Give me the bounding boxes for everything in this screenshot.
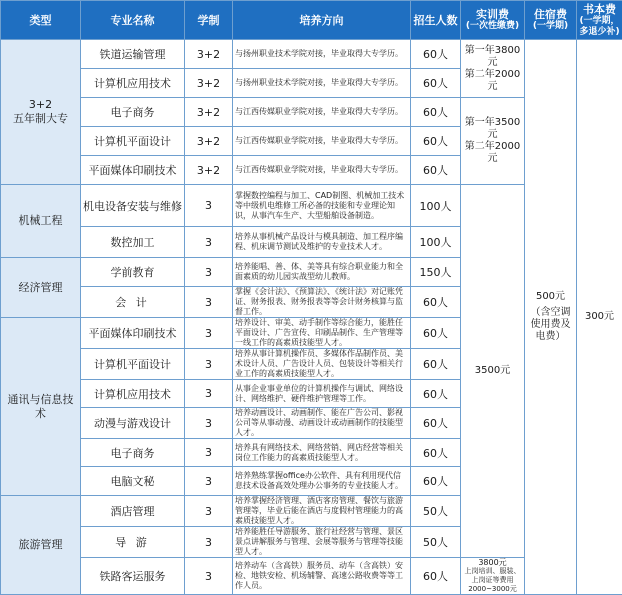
major-name: 平面媒体印刷技术: [81, 156, 185, 185]
years: 3: [185, 496, 233, 527]
direction: 培养熟练掌握office办公软件、具有利用现代信息技术设备高效处理办公事务的专业技能人才。: [233, 467, 411, 496]
direction: 培养掌握经济管理、酒店客房管理、餐饮与旅游管理等，毕业后能在酒店与度假村管理能力的高素质技能型人才。: [233, 496, 411, 527]
enrollment-count: 150人: [411, 258, 461, 287]
years: 3+2: [185, 40, 233, 69]
years: 3: [185, 287, 233, 318]
major-name: 动漫与游戏设计: [81, 408, 185, 439]
category-tourism: 旅游管理: [1, 496, 81, 595]
direction: 与江西传媒职业学院对接，毕业取得大专学历。: [233, 156, 411, 185]
direction: 与江西传媒职业学院对接，毕业取得大专学历。: [233, 98, 411, 127]
years: 3: [185, 227, 233, 258]
direction: 培养设计、审美、动手制作等综合能力，能胜任平面设计、广告宣传、印刷品制作、生产管理等一线工作的高素质技能型人才。: [233, 318, 411, 349]
enrollment-count: 60人: [411, 380, 461, 408]
enrollment-count: 60人: [411, 127, 461, 156]
years: 3+2: [185, 98, 233, 127]
direction: 与江西传媒职业学院对接，毕业取得大专学历。: [233, 127, 411, 156]
category-five-year: 3+2 五年制大专: [1, 40, 81, 185]
major-name: 电子商务: [81, 439, 185, 467]
table-row: [1, 40, 622, 69]
header-category: 类型: [1, 1, 81, 40]
years: 3: [185, 349, 233, 380]
direction: 与扬州职业技术学院对接，毕业取得大专学历。: [233, 69, 411, 98]
years: 3: [185, 439, 233, 467]
enrollment-count: 100人: [411, 227, 461, 258]
accommodation-amount: 500元: [527, 291, 574, 303]
enrollment-count: 60人: [411, 156, 461, 185]
direction: 培养动画设计、动画制作、能在广告公司、影视公司等从事动漫、动画设计或动画制作的技能型人才。: [233, 408, 411, 439]
book-fee: 300元: [577, 40, 622, 595]
years: 3+2: [185, 127, 233, 156]
enrollment-count: 60人: [411, 408, 461, 439]
training-fee-five-year-a: 第一年3800元 第二年2000元: [461, 40, 525, 98]
header-accommodation-fee: 住宿费 (一学期): [525, 1, 577, 40]
major-name: 计算机平面设计: [81, 349, 185, 380]
direction: 培养具有网络技术、网络营销、网店经营等相关岗位工作能力的高素质技能型人才。: [233, 439, 411, 467]
railway-fee-note: 上岗培训、服装、上岗证等费用2000~3000元: [463, 567, 522, 594]
header-row: [1, 1, 622, 40]
direction: 从事企业事业单位的计算机操作与调试、网络设计、网络维护、硬件维护管理等工作。: [233, 380, 411, 408]
years: 3: [185, 408, 233, 439]
years: 3: [185, 380, 233, 408]
years: 3+2: [185, 69, 233, 98]
years: 3: [185, 258, 233, 287]
years: 3: [185, 467, 233, 496]
header-direction: 培养方向: [233, 1, 411, 40]
major-name: 计算机平面设计: [81, 127, 185, 156]
accommodation-note: （含空调使用费及电费）: [527, 307, 574, 343]
major-name: 机电设备安装与维修: [81, 185, 185, 227]
direction: 培养动车（含高铁）服务员、动车（含高铁）安检、地铁安检、机场辅警、高速公路收费等等工作人员。: [233, 558, 411, 595]
years: 3+2: [185, 156, 233, 185]
header-major: 专业名称: [81, 1, 185, 40]
direction: 培养能胜任导游服务、旅行社经营与管理、景区景点讲解服务与管理、会展等服务与管理等技能型人才。: [233, 527, 411, 558]
railway-fee-amount: 3800元: [463, 558, 522, 567]
enrollment-count: 60人: [411, 98, 461, 127]
training-fee-railway: [461, 558, 525, 595]
category-economic: 经济管理: [1, 258, 81, 318]
category-mechanical: 机械工程: [1, 185, 81, 258]
accommodation-fee: [525, 40, 577, 595]
training-fee-three-year: 3500元: [461, 185, 525, 558]
enrollment-count: 60人: [411, 287, 461, 318]
direction: 与扬州职业技术学院对接，毕业取得大专学历。: [233, 40, 411, 69]
enrollment-count: 50人: [411, 496, 461, 527]
enrollment-count: 60人: [411, 69, 461, 98]
major-name: 计算机应用技术: [81, 69, 185, 98]
direction: 培养能唱、善、体、美等具有综合职业能力和全面素质的幼儿园实战型幼儿教师。: [233, 258, 411, 287]
header-book-fee: 书本费 (一学期，多退少补): [577, 1, 622, 40]
enrollment-count: 50人: [411, 527, 461, 558]
major-name: 电子商务: [81, 98, 185, 127]
header-training-fee: 实训费 (一次性缴费): [461, 1, 525, 40]
major-name: 数控加工: [81, 227, 185, 258]
major-name: 平面媒体印刷技术: [81, 318, 185, 349]
category-it: 通讯与信息技术: [1, 318, 81, 496]
years: 3: [185, 558, 233, 595]
major-name: 计算机应用技术: [81, 380, 185, 408]
direction: 培养从事机械产品设计与模具制造、加工程序编程、机床调节测试及维护的专业技术人才。: [233, 227, 411, 258]
enrollment-count: 60人: [411, 558, 461, 595]
enrollment-count: 60人: [411, 439, 461, 467]
enrollment-count: 60人: [411, 349, 461, 380]
major-name: 酒店管理: [81, 496, 185, 527]
major-name: 学前教育: [81, 258, 185, 287]
training-fee-five-year-b: 第一年3500元 第二年2000元: [461, 98, 525, 185]
enrollment-count: 60人: [411, 318, 461, 349]
major-name: 会 计: [81, 287, 185, 318]
major-name: 导 游: [81, 527, 185, 558]
enrollment-count: 60人: [411, 467, 461, 496]
enrollment-count: 100人: [411, 185, 461, 227]
years: 3: [185, 318, 233, 349]
major-name: 电脑文秘: [81, 467, 185, 496]
major-name: 铁路客运服务: [81, 558, 185, 595]
years: 3: [185, 185, 233, 227]
enrollment-count: 60人: [411, 40, 461, 69]
header-enrollment: 招生人数: [411, 1, 461, 40]
header-years: 学制: [185, 1, 233, 40]
years: 3: [185, 527, 233, 558]
direction: 掌握数控编程与加工、CAD制图、机械加工技术等中级机电维修工所必备的技能和专业理论知识，从事汽车生产、大型船舶设备制造。: [233, 185, 411, 227]
direction: 掌握《会计法》、《预算法》、《统计法》对记账凭证、财务报表、财务报表等等会计财务核算与监督工作。: [233, 287, 411, 318]
major-name: 铁道运输管理: [81, 40, 185, 69]
direction: 培养从事计算机操作员、多媒体作品制作员、美术设计人员、广告设计人员、包装设计等相关行业工作的高素质技能型人才。: [233, 349, 411, 380]
